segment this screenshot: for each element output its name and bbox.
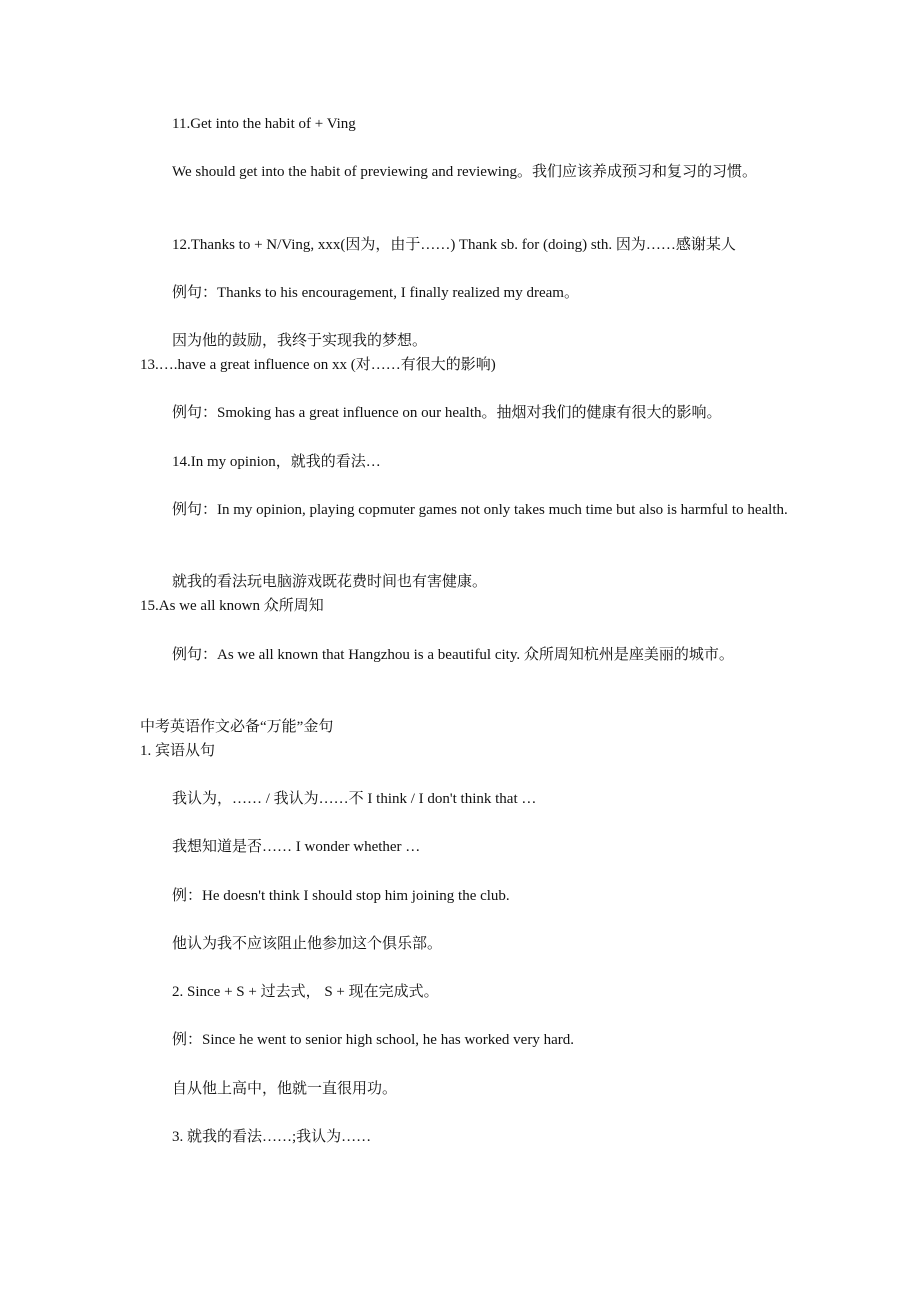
item-3-heading: 3. 就我的看法……;我认为…… [172,1129,372,1145]
phrase-14-translation: 就我的看法玩电脑游戏既花费时间也有害健康。 [172,574,488,590]
phrase-15-heading: 15.As we all known 众所周知 [140,598,324,614]
item-1-example: 例：He doesn't think I should stop him joining the club. [172,888,510,904]
phrase-12-example: 例句：Thanks to his encouragement, I finally realized my dream。 [172,285,579,301]
phrase-11-heading: 11.Get into the habit of + Ving [172,116,356,132]
item-1-pattern-wonder: 我想知道是否…… I wonder whether … [172,839,421,855]
phrase-14-heading: 14.In my opinion，就我的看法… [172,454,381,470]
phrase-11-example: We should get into the habit of previewing and reviewing。我们应该养成预习和复习的习惯。 [172,164,757,180]
phrase-12-heading: 12.Thanks to + N/Ving, xxx(因为，由于……) Thank sb. for (doing) sth. 因为……感谢某人 [172,237,736,253]
item-1-translation: 他认为我不应该阻止他参加这个俱乐部。 [172,936,443,952]
section-title: 中考英语作文必备“万能”金句 [140,719,334,735]
phrase-12-translation: 因为他的鼓励，我终于实现我的梦想。 [172,333,428,349]
item-2-translation: 自从他上高中，他就一直很用功。 [172,1081,398,1097]
phrase-13-example: 例句：Smoking has a great influence on our health。抽烟对我们的健康有很大的影响。 [172,405,722,421]
item-2-heading: 2. Since + S + 过去式， S + 现在完成式。 [172,984,439,1000]
phrase-15-example: 例句：As we all known that Hangzhou is a beautiful city. 众所周知杭州是座美丽的城市。 [172,647,734,663]
phrase-14-example: 例句：In my opinion, playing copmuter games not only takes much time but also is harmful to health. [172,502,788,518]
item-1-pattern-think: 我认为，…… / 我认为……不 I think / I don't think that … [172,791,537,807]
phrase-13-heading: 13.….have a great influence on xx (对……有很大的影响) [140,357,496,373]
item-1-heading: 1. 宾语从句 [140,743,216,759]
item-2-example: 例：Since he went to senior high school, he has worked very hard. [172,1032,574,1048]
